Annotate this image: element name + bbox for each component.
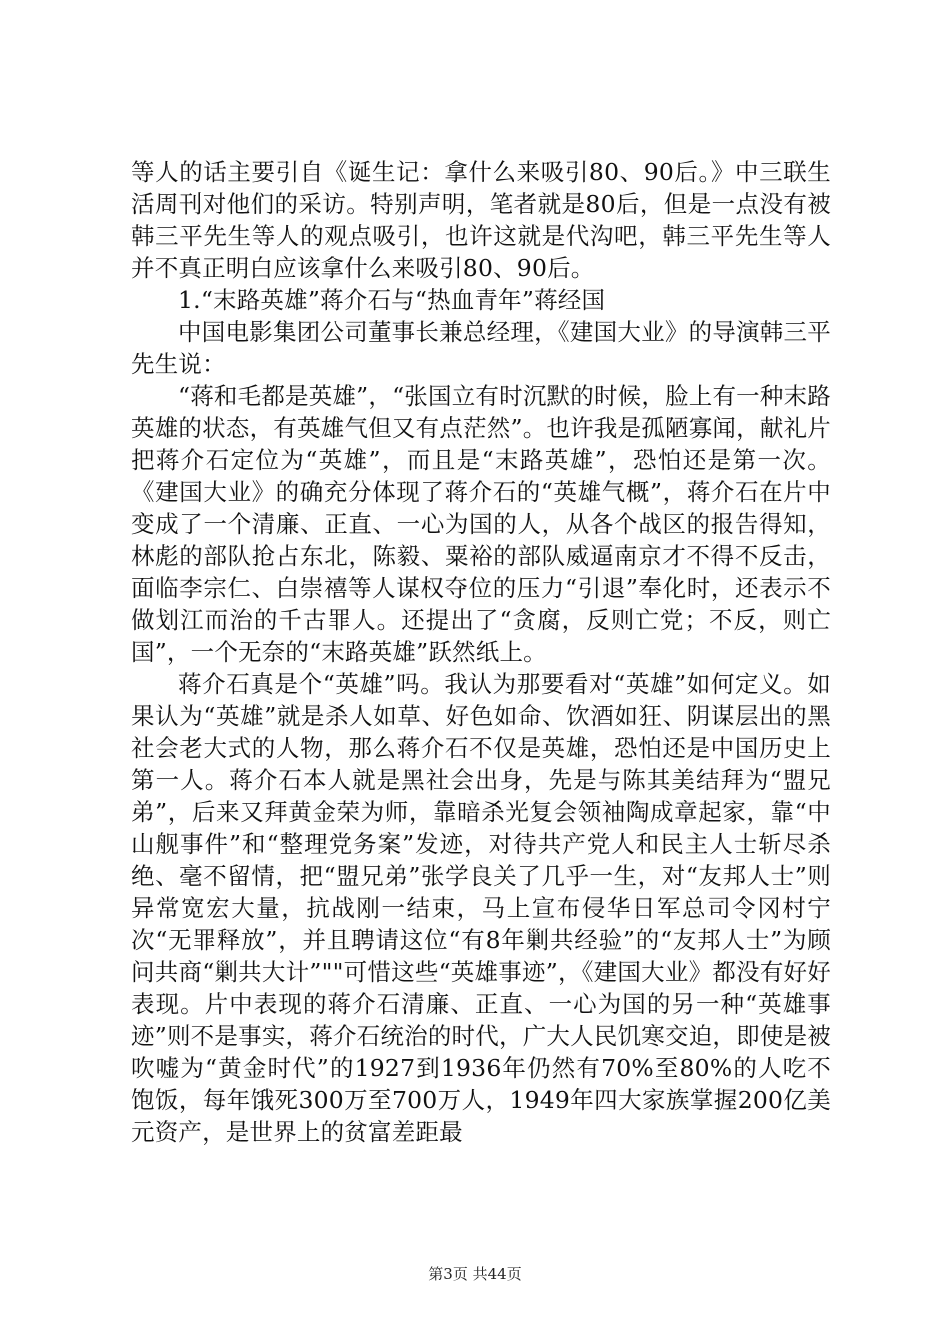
document-body [131,156,831,1148]
paragraph: 蒋介石真是个“英雄”吗。我认为那要看对“英雄”如何定义。如果认为“英雄”就是杀人如草、好色如命、饮酒如狂、阴谋层出的黑社会老大式的人物，那么蒋介石不仅是英雄，恐怕还是中国历史上第一人。蒋介石本人就是黑社会出身，先是与陈其美结拜为“盟兄弟”，后来又拜黄金荣为师，靠暗杀光复会领袖陶成章起家，靠“中山舰事件”和“整理党务案”发迹，对待共产党人和民主人士斩尽杀绝、毫不留情，把“盟兄弟”张学良关了几乎一生，对“友邦人士”则异常宽宏大量，抗战刚一结束，马上宣布侵华日军总司令冈村宁次“无罪释放”，并且聘请这位“有8年剿共经验”的“友邦人士”为顾问共商“剿共大计”""可惜这些“英雄事迹”，《建国大业》都没有好好表现。片中表现的蒋介石清廉、正直、一心为国的另一种“英雄事迹”则不是事实，蒋介石统治的时代，广大人民饥寒交迫，即使是被吹嘘为“黄金时代”的1927到1936年仍然有70%至80%的人吃不饱饭，每年饿死300万至700万人，1949年四大家族掌握200亿美元资产，是世界上的贫富差距最 [131,670,831,1146]
section-heading: 1.“末路英雄”蒋介石与“热血青年”蒋经国 [178,286,606,314]
paragraph: “蒋和毛都是英雄”，“张国立有时沉默的时候，脸上有一种末路英雄的状态，有英雄气但又有点茫然”。也许我是孤陋寡闻，献礼片把蒋介石定位为“英雄”，而且是“末路英雄”，恐怕还是第一次。《建国大业》的确充分体现了蒋介石的“英雄气概”，蒋介石在片中变成了一个清廉、正直、一心为国的人，从各个战区的报告得知，林彪的部队抢占东北，陈毅、粟裕的部队威逼南京才不得不反击，面临李宗仁、白崇禧等人谋权夺位的压力“引退”奉化时，还表示不做划江而治的千古罪人。还提出了“贪腐，反则亡党；不反，则亡国”，一个无奈的“末路英雄”跃然纸上。 [131,382,831,666]
paragraph-continuation: 等人的话主要引自《诞生记：拿什么来吸引80、90后。》中三联生活周刊对他们的采访。特别声明，笔者就是80后，但是一点没有被韩三平先生等人的观点吸引，也许这就是代沟吧，韩三平先生等人并不真正明白应该拿什么来吸引80、90后。 [131,158,831,282]
page-footer: 第3页 共44页 [428,1265,522,1283]
paragraph: 中国电影集团公司董事长兼总经理，《建国大业》的导演韩三平先生说： [131,318,831,378]
